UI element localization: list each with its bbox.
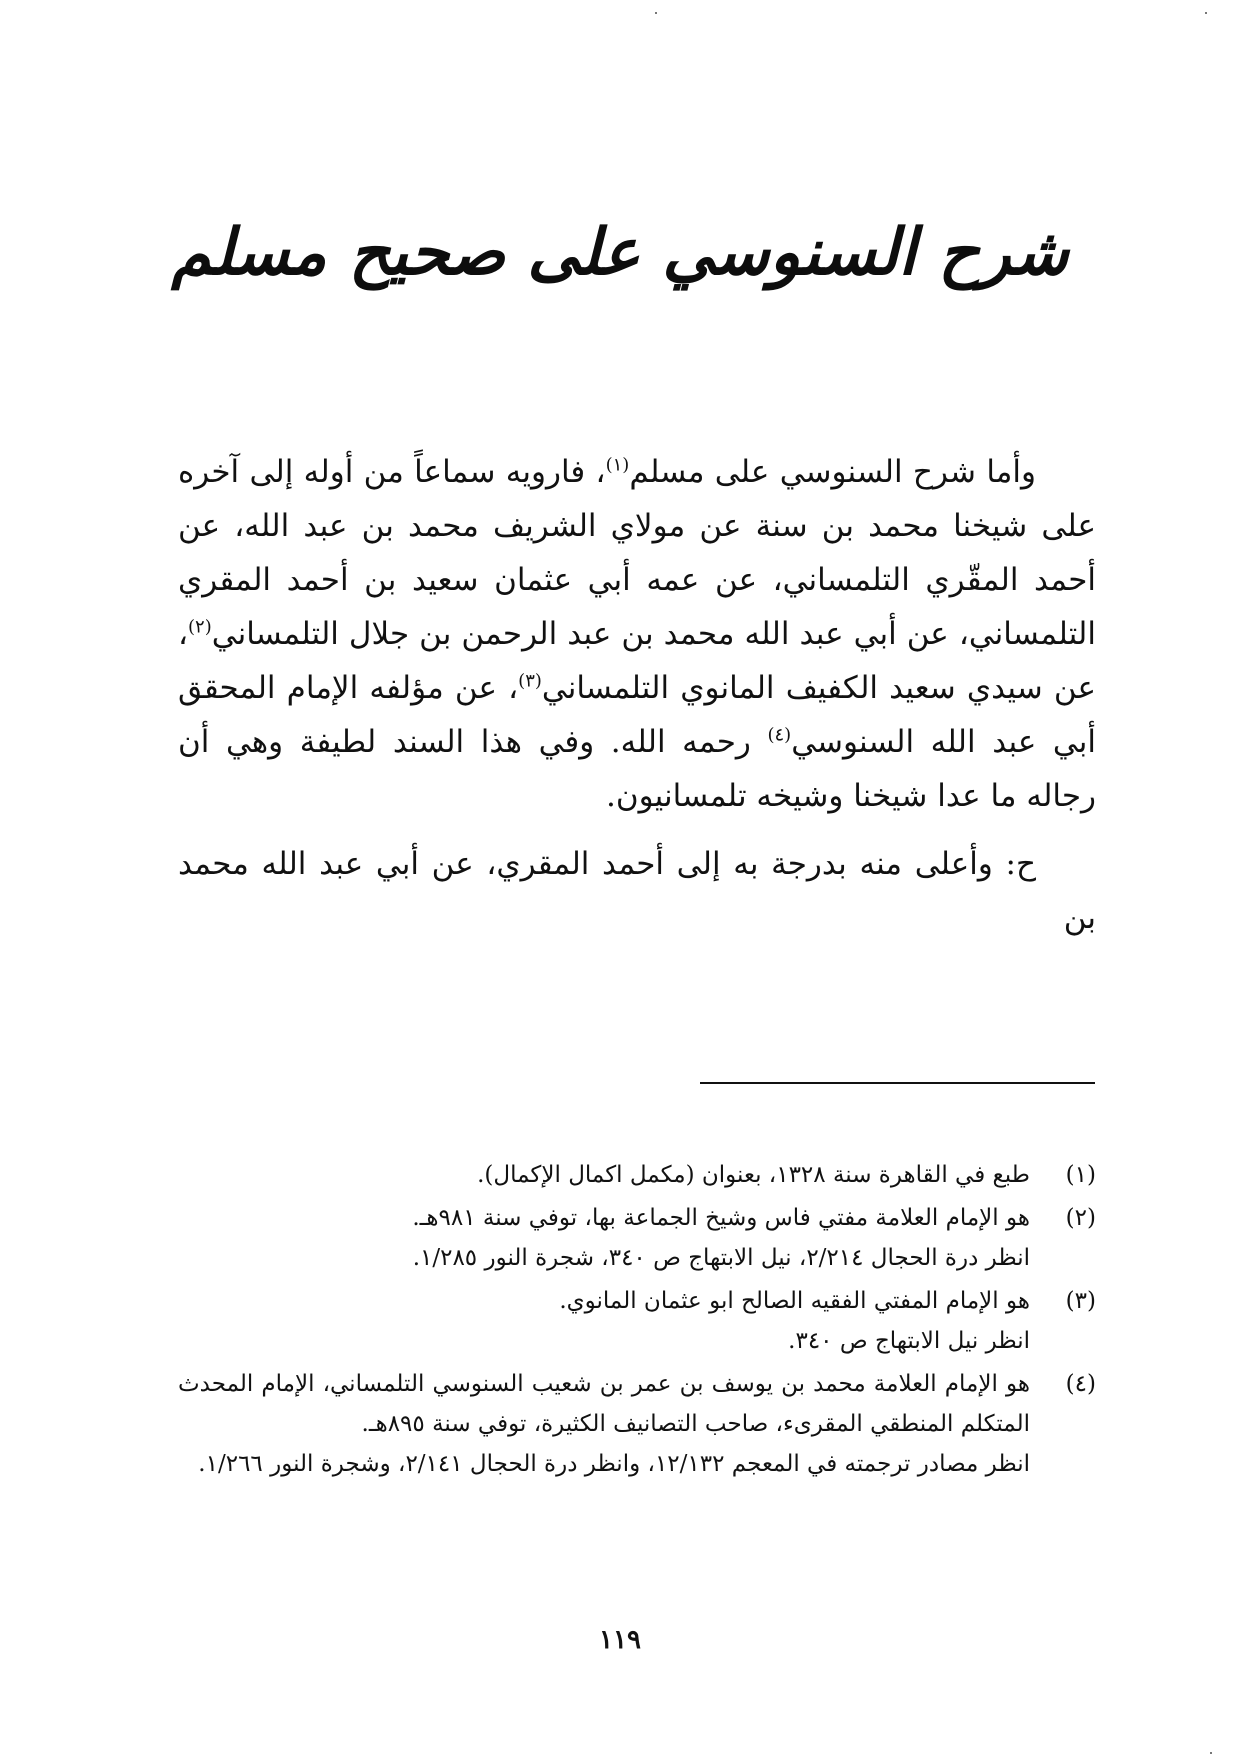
- paragraph-segment: ح: وأعلى منه بدرجة به إلى أحمد المقري، عن أبي عبد الله محمد بن: [178, 846, 1096, 936]
- footnote-4: [178, 1364, 1096, 1484]
- footnote-number: (٣): [1065, 1288, 1096, 1314]
- paragraph-segment: ، عن مؤلفه الإمام المحقق أبي عبد الله السنوسي: [178, 670, 1096, 760]
- footnote-2: [178, 1198, 1096, 1278]
- paragraph-2: [178, 837, 1096, 945]
- footnote-body: [178, 1155, 1030, 1195]
- chapter-title: شرح السنوسي على صحيح مسلم: [171, 215, 1069, 290]
- footnote-1: [178, 1155, 1096, 1195]
- footnote-ref-4[interactable]: (٤): [767, 724, 792, 746]
- footnote-number: (٤): [1065, 1371, 1096, 1397]
- footnote-3: [178, 1281, 1096, 1361]
- footnotes: [178, 1155, 1096, 1487]
- footnote-number: (٢): [1065, 1205, 1096, 1231]
- footnote-line: انظر درة الحجال ٢/٢١٤، نيل الابتهاج ص ٣٤٠، شجرة النور ١/٢٨٥.: [412, 1245, 1030, 1271]
- paragraph-segment: ، عن سيدي سعيد الكفيف المانوي التلمساني: [178, 616, 1096, 706]
- paragraph-segment: ، فارويه سماعاً من أوله إلى آخره على شيخنا محمد بن سنة عن مولاي الشريف محمد بن عبد الله، عن أحمد المقّري التلمساني، عن عمه أبي عثمان سعيد بن أحمد المقري التلمساني، عن أبي عبد الله محمد بن عبد الرحمن بن جلال التلمساني: [178, 454, 1096, 652]
- footnote-ref-1[interactable]: (١): [605, 454, 630, 476]
- scan-speck: [1205, 12, 1207, 14]
- footnote-line: هو الإمام العلامة مفتي فاس وشيخ الجماعة بها، توفي سنة ٩٨١هـ.: [412, 1205, 1030, 1231]
- footnote-line: طبع في القاهرة سنة ١٣٢٨، بعنوان (مكمل اكمال الإكمال).: [477, 1162, 1030, 1188]
- footnote-number: (١): [1065, 1162, 1096, 1188]
- footnote-line: انظر نيل الابتهاج ص ٣٤٠.: [788, 1328, 1030, 1354]
- footnote-line: هو الإمام المفتي الفقيه الصالح ابو عثمان المانوي.: [559, 1288, 1030, 1314]
- footnote-line: هو الإمام العلامة محمد بن يوسف بن عمر بن شعيب السنوسي التلمساني، الإمام المحدث المتكلم المنطقي المقرىء، صاحب التصانيف الكثيرة، توفي سنة ٨٩٥هـ.: [178, 1371, 1030, 1437]
- footnote-body: [178, 1281, 1030, 1361]
- footnote-line: انظر مصادر ترجمته في المعجم ١٢/١٣٢، وانظر درة الحجال ٢/١٤١، وشجرة النور ١/٢٦٦.: [198, 1451, 1030, 1477]
- footnote-body: [178, 1198, 1030, 1278]
- page-number: ١١٩: [599, 1625, 641, 1655]
- main-text: [178, 445, 1096, 945]
- paragraph-1: [178, 445, 1096, 823]
- footnote-separator: [700, 1082, 1095, 1084]
- footnote-ref-2[interactable]: (٢): [188, 616, 212, 638]
- footnote-ref-3[interactable]: (٣): [518, 670, 542, 692]
- paragraph-segment: رحمه الله. وفي هذا السند لطيفة وهي أن رجاله ما عدا شيخنا وشيخه تلمسانيون.: [178, 724, 1096, 814]
- scan-speck: [655, 12, 657, 14]
- paragraph-segment: وأما شرح السنوسي على مسلم: [629, 454, 1036, 490]
- footnote-body: [178, 1364, 1030, 1484]
